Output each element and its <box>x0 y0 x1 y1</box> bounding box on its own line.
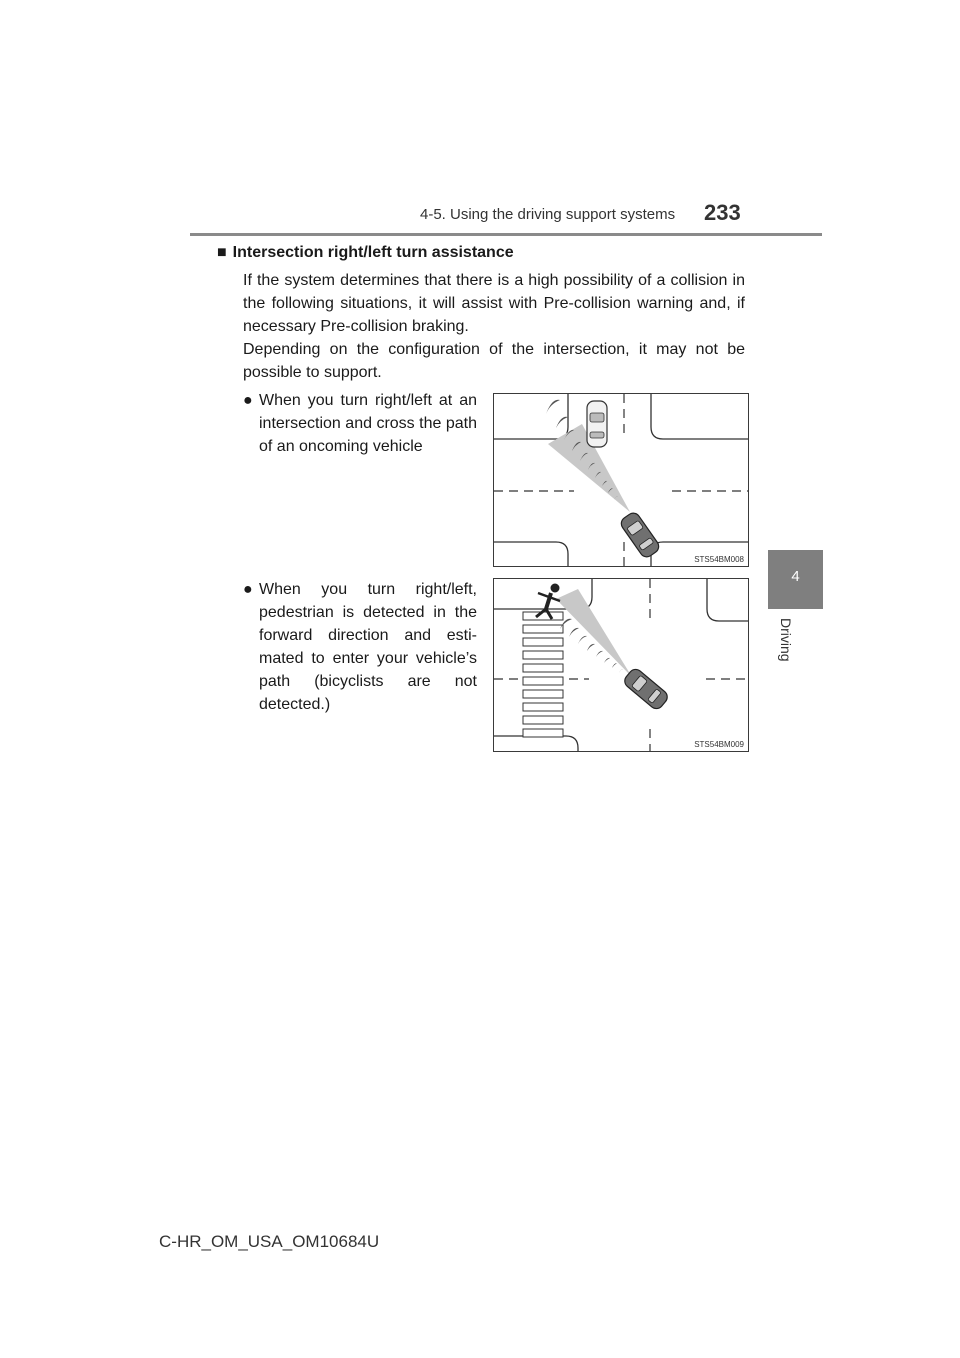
chapter-tab[interactable] <box>768 550 823 609</box>
page-number: 233 <box>704 200 741 225</box>
oncoming-vehicle-figure <box>493 393 749 567</box>
intersection-oncoming-illustration <box>494 394 749 567</box>
figure-code: STS54BM008 <box>694 555 744 564</box>
intro-paragraph: If the system determines that there is a high possibility of a collision in the following situations, it will assist with Pre-collision warning and, if necessary Pre-collision braking. <box>243 272 745 335</box>
heading-text: Intersection right/left turn assistance <box>232 244 514 261</box>
chapter-label: Driving <box>778 618 794 662</box>
header-divider <box>190 233 822 236</box>
document-id: C-HR_OM_USA_OM10684U <box>159 1232 380 1251</box>
bullet-text: When you turn right/left at an intersection and cross the path of an oncoming vehicle <box>259 392 477 455</box>
heading-square-icon: ■ <box>217 244 227 261</box>
pedestrian-figure <box>493 578 749 752</box>
bullet-dot-icon: ● <box>243 392 253 409</box>
section-heading <box>217 244 514 262</box>
section-title: 4-5. Using the driving support systems <box>420 206 676 223</box>
bullet-dot-icon: ● <box>243 581 253 598</box>
chapter-number: 4 <box>791 568 800 585</box>
note-paragraph: Depending on the configuration of the intersection, it may not be possible to support. <box>243 341 745 381</box>
intersection-pedestrian-illustration <box>494 579 749 752</box>
figure-code: STS54BM009 <box>694 740 744 749</box>
bullet-text: When you turn right/left, pedestrian is detected in the forward direction and esti-mated to enter your vehicle’s path (bicyclists are not detected.) <box>259 581 477 713</box>
